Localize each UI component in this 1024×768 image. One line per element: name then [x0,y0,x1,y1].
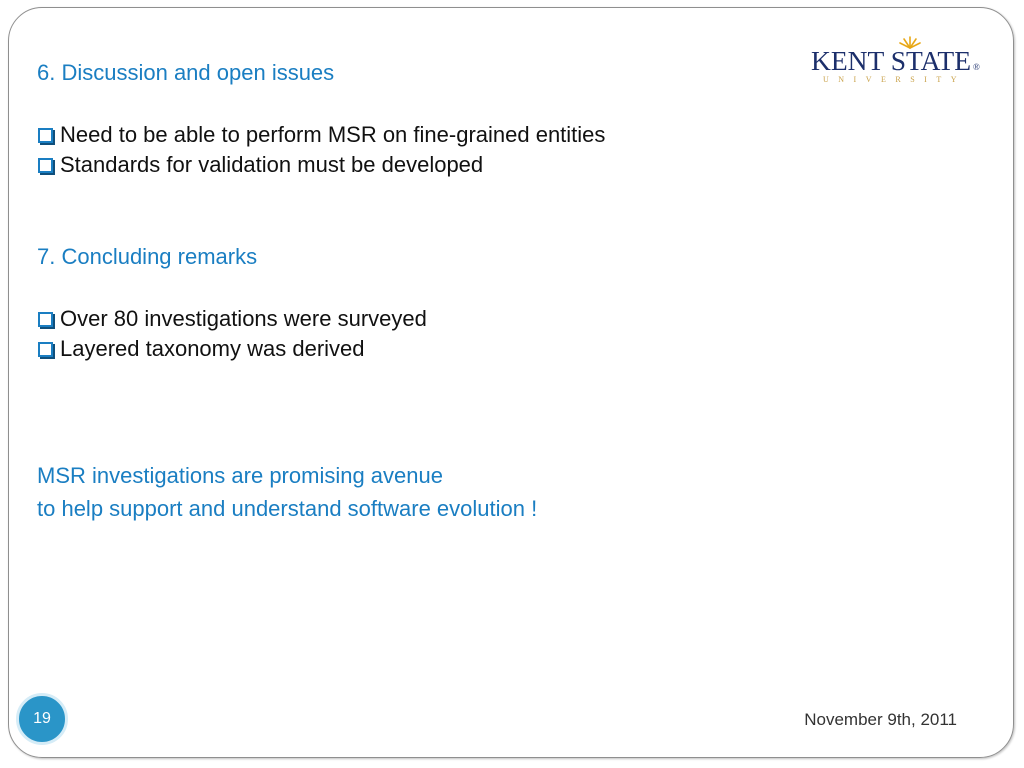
checkbox-bullet-icon [38,128,53,143]
bullet-list-discussion [38,120,605,180]
section-heading-concluding: 7. Concluding remarks [37,244,258,269]
checkbox-bullet-icon [38,158,53,173]
checkbox-bullet-icon [38,342,53,357]
bullet-list-concluding [38,304,427,364]
list-item [38,334,427,364]
bullet-text: Layered taxonomy was derived [60,336,365,361]
list-item [38,150,605,180]
bullet-text: Need to be able to perform MSR on fine-grained entities [60,122,606,147]
kent-state-logo [809,34,985,86]
footer-date: November 9th, 2011 [804,710,957,729]
page-number: 19 [33,710,51,727]
list-item [38,120,605,150]
list-item [38,304,427,334]
logo-wordmark: KENT STATE [811,46,971,76]
closing-line-2: to help support and understand software evolution ! [37,496,538,521]
section-heading-discussion: 6. Discussion and open issues [37,60,335,85]
closing-statement [37,459,537,525]
closing-line-1: MSR investigations are promising avenue [37,463,443,488]
page-number-badge [16,693,68,745]
bullet-text: Standards for validation must be developed [60,152,484,177]
bullet-text: Over 80 investigations were surveyed [60,306,427,331]
checkbox-bullet-icon [38,312,53,327]
logo-subtitle: UNIVERSITY [823,75,966,84]
registered-mark: ® [973,62,980,72]
